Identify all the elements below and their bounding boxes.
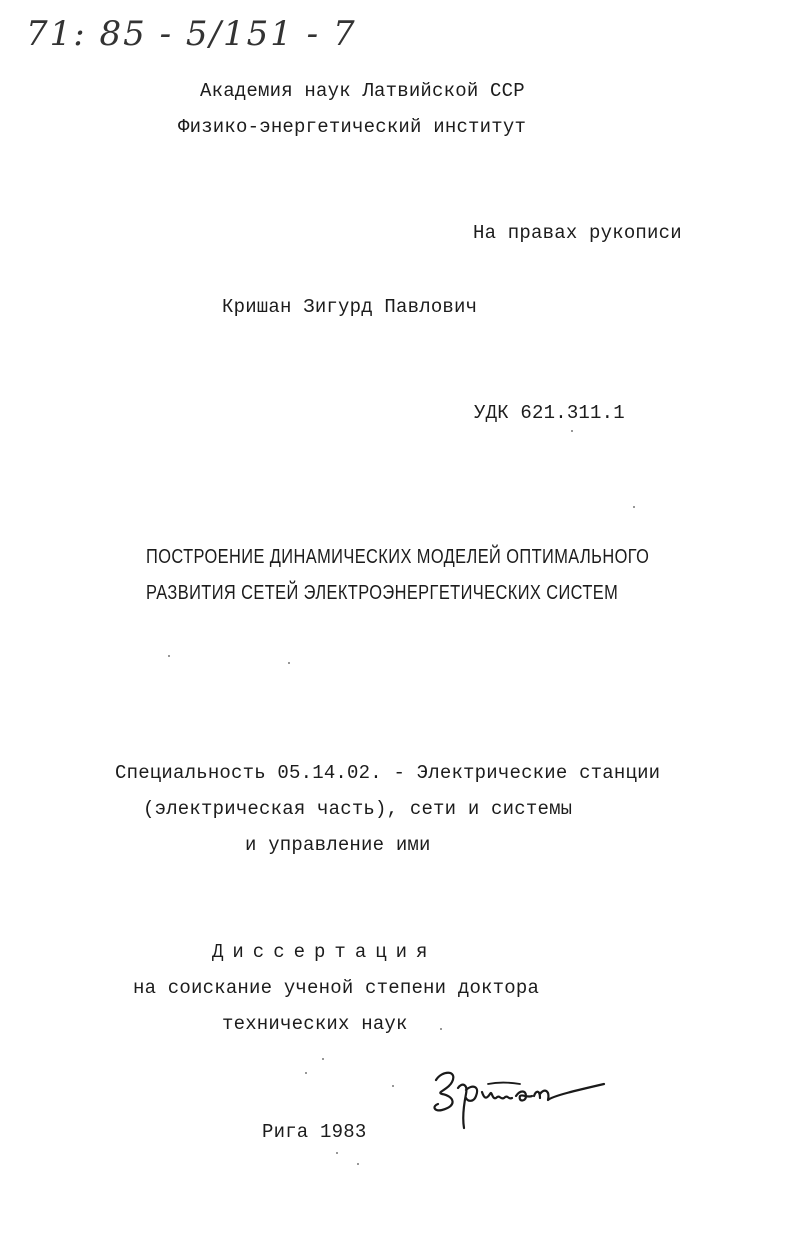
- place-and-year: Рига 1983: [262, 1121, 367, 1143]
- scan-speck: [633, 506, 635, 508]
- archive-number-handwritten: 71: 85 - 5/151 - 7: [26, 14, 357, 54]
- scan-speck: [357, 1163, 359, 1165]
- thesis-title-line-2: РАЗВИТИЯ СЕТЕЙ ЭЛЕКТРОЭНЕРГЕТИЧЕСКИХ СИСТЕМ: [146, 582, 619, 604]
- scan-speck: [305, 1072, 307, 1074]
- scan-speck: [288, 662, 290, 664]
- scan-speck: [392, 1085, 394, 1087]
- signature-stroke-main: [435, 1073, 604, 1128]
- rights-note: На правах рукописи: [473, 222, 682, 244]
- author-name: Кришан Зигурд Павлович: [222, 296, 478, 318]
- scan-speck: [440, 1028, 442, 1030]
- scan-speck: [571, 430, 573, 432]
- thesis-heading: Диссертация: [212, 941, 437, 963]
- thesis-purpose: на соискание ученой степени доктора: [133, 977, 540, 999]
- institute-name: Физико-энергетический институт: [178, 116, 527, 138]
- academy-name: Академия наук Латвийской ССР: [200, 80, 525, 102]
- scan-speck: [168, 655, 170, 657]
- specialty-line-1: Специальность 05.14.02. - Электрические станции: [115, 762, 661, 784]
- udc-code: УДК 621.311.1: [474, 402, 625, 424]
- thesis-title-line-1: ПОСТРОЕНИЕ ДИНАМИЧЕСКИХ МОДЕЛЕЙ ОПТИМАЛЬНОГО: [146, 546, 650, 568]
- author-signature: [428, 1060, 618, 1140]
- signature-underline-stroke: [488, 1083, 520, 1085]
- specialty-line-3: и управление ими: [245, 834, 431, 856]
- specialty-line-2: (электрическая часть), сети и системы: [143, 798, 573, 820]
- scan-speck: [336, 1152, 338, 1154]
- thesis-degree-field: технических наук: [222, 1013, 408, 1035]
- scan-speck: [322, 1058, 324, 1060]
